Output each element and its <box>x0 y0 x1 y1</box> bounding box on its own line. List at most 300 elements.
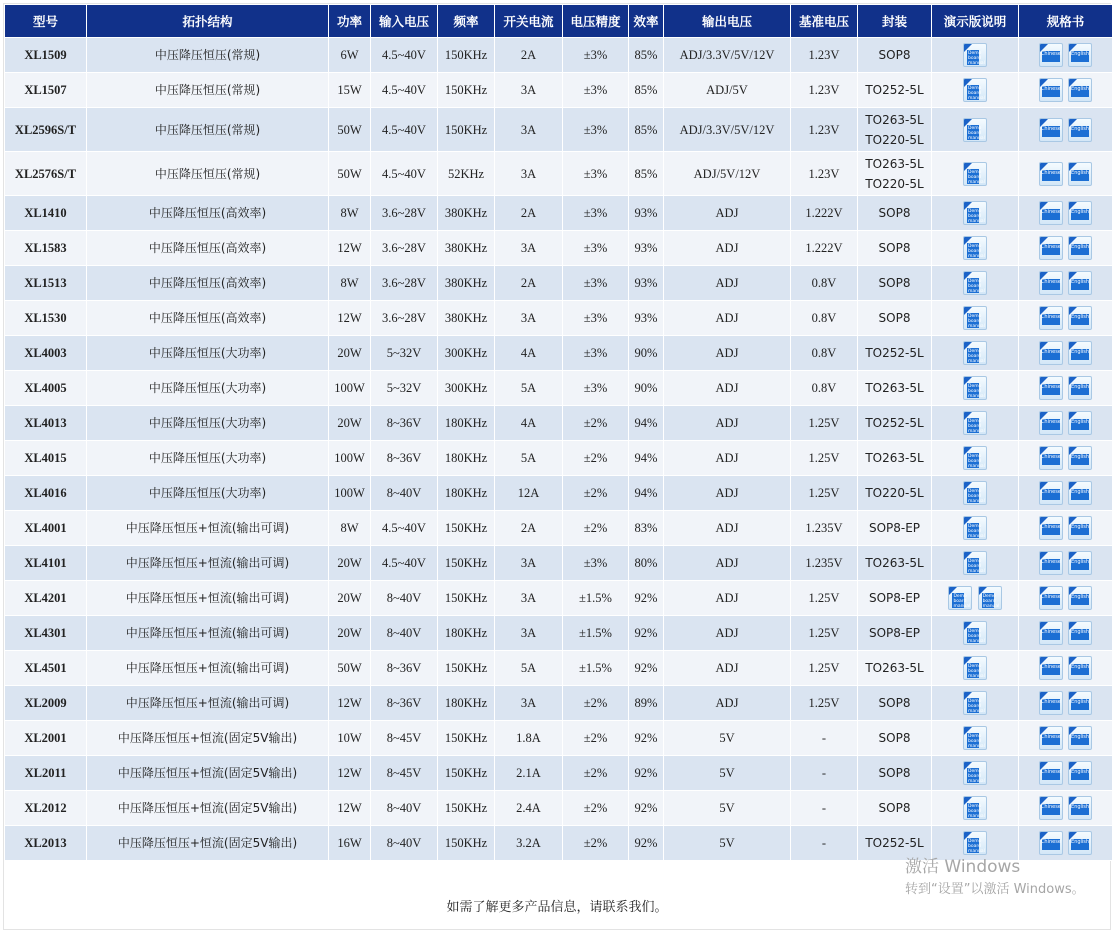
icon-label-text: Demo board manual <box>968 769 985 784</box>
cell-demo-board <box>932 581 1019 616</box>
cell-topology: 中压降压恒压(高效率) <box>87 196 329 231</box>
icon-label-text: Demo board manual <box>968 629 985 644</box>
table-row <box>5 791 1112 826</box>
icon-label-text: English <box>1071 524 1090 530</box>
cell-datasheet <box>1019 73 1112 108</box>
cell-input-voltage: 8~40V <box>371 581 438 616</box>
icon-label-text: Chinese <box>1040 559 1061 565</box>
cell-package <box>858 406 932 441</box>
table-row <box>5 38 1112 73</box>
icon-label-text: Chinese <box>1040 169 1061 176</box>
datasheet-chinese-icon[interactable] <box>1039 831 1063 855</box>
datasheet-english-icon[interactable] <box>1068 271 1092 295</box>
cell-voltage-accuracy: ±3% <box>563 73 629 108</box>
icon-label-text: Demo board manual <box>968 279 985 294</box>
icon-label-text: English <box>1071 839 1090 845</box>
cell-efficiency: 92% <box>629 651 664 686</box>
cell-frequency: 150KHz <box>438 721 495 756</box>
cell-datasheet <box>1019 686 1112 721</box>
datasheet-english-icon[interactable] <box>1068 586 1092 610</box>
icon-label-text: Demo board manual <box>968 125 985 141</box>
datasheet-english-icon[interactable] <box>1068 656 1092 680</box>
demo-board-manual-icon[interactable] <box>963 516 987 540</box>
cell-reference-voltage: 1.222V <box>791 231 858 266</box>
cell-efficiency: 90% <box>629 371 664 406</box>
cell-reference-voltage: 0.8V <box>791 266 858 301</box>
datasheet-chinese-icon[interactable] <box>1039 796 1063 820</box>
cell-package <box>858 791 932 826</box>
cell-model: XL1507 <box>5 73 87 108</box>
datasheet-chinese-icon[interactable] <box>1039 446 1063 470</box>
table-row <box>5 546 1112 581</box>
demo-board-manual-icon[interactable] <box>963 691 987 715</box>
datasheet-chinese-icon[interactable] <box>1039 586 1063 610</box>
cell-switch-current: 2A <box>495 196 563 231</box>
demo-board-manual-icon[interactable] <box>963 551 987 575</box>
datasheet-chinese-icon[interactable] <box>1039 118 1063 142</box>
cell-power: 20W <box>329 616 371 651</box>
icon-label-text: Chinese <box>1040 125 1061 132</box>
product-table <box>4 4 1112 861</box>
cell-package <box>858 581 932 616</box>
cell-switch-current: 4A <box>495 336 563 371</box>
demo-board-manual-icon[interactable] <box>963 446 987 470</box>
cell-efficiency: 89% <box>629 686 664 721</box>
datasheet-english-icon[interactable] <box>1068 621 1092 645</box>
table-row <box>5 721 1112 756</box>
datasheet-chinese-icon[interactable] <box>1039 551 1063 575</box>
datasheet-english-icon[interactable] <box>1068 376 1092 400</box>
cell-datasheet <box>1019 476 1112 511</box>
datasheet-chinese-icon[interactable] <box>1039 162 1063 186</box>
package-primary: TO220-5L <box>865 486 924 500</box>
cell-power: 8W <box>329 266 371 301</box>
icon-label-text: English <box>1071 86 1090 92</box>
cell-model: XL1583 <box>5 231 87 266</box>
icon-label-text: Chinese <box>1040 86 1061 92</box>
cell-output-voltage: ADJ <box>664 371 791 406</box>
cell-input-voltage: 4.5~40V <box>371 108 438 152</box>
datasheet-english-icon[interactable] <box>1068 78 1092 102</box>
cell-switch-current: 3A <box>495 686 563 721</box>
datasheet-chinese-icon[interactable] <box>1039 516 1063 540</box>
cell-topology: 中压降压恒压(常规) <box>87 73 329 108</box>
cell-output-voltage: ADJ <box>664 686 791 721</box>
datasheet-chinese-icon[interactable] <box>1039 306 1063 330</box>
datasheet-english-icon[interactable] <box>1068 481 1092 505</box>
datasheet-chinese-icon[interactable] <box>1039 236 1063 260</box>
demo-board-manual-icon[interactable] <box>963 78 987 102</box>
cell-switch-current: 2A <box>495 266 563 301</box>
cell-power: 20W <box>329 581 371 616</box>
cell-demo-board <box>932 336 1019 371</box>
cell-demo-board <box>932 546 1019 581</box>
cell-efficiency: 92% <box>629 581 664 616</box>
datasheet-english-icon[interactable] <box>1068 796 1092 820</box>
icon-label-text: Demo board manual <box>968 86 985 101</box>
cell-reference-voltage: 0.8V <box>791 371 858 406</box>
package-primary: SOP8 <box>878 801 911 815</box>
cell-topology: 中压降压恒压(高效率) <box>87 231 329 266</box>
cell-efficiency: 80% <box>629 546 664 581</box>
cell-voltage-accuracy: ±2% <box>563 721 629 756</box>
cell-frequency: 380KHz <box>438 266 495 301</box>
icon-label-text: English <box>1071 419 1090 425</box>
icon-label-text: Chinese <box>1040 734 1061 740</box>
cell-reference-voltage: 1.25V <box>791 476 858 511</box>
cell-demo-board <box>932 476 1019 511</box>
icon-label-text: English <box>1071 169 1090 176</box>
col-header-package: 封装 <box>858 5 932 38</box>
datasheet-english-icon[interactable] <box>1068 761 1092 785</box>
demo-board-manual-icon[interactable] <box>963 341 987 365</box>
datasheet-chinese-icon[interactable] <box>1039 481 1063 505</box>
package-secondary: TO220-5L <box>865 176 924 191</box>
package-secondary: TO220-5L <box>865 132 924 147</box>
cell-efficiency: 94% <box>629 441 664 476</box>
cell-model: XL2576S/T <box>5 152 87 196</box>
cell-datasheet <box>1019 406 1112 441</box>
cell-reference-voltage: 1.23V <box>791 152 858 196</box>
icon-label-text: Chinese <box>1040 664 1061 670</box>
cell-frequency: 380KHz <box>438 231 495 266</box>
table-row <box>5 441 1112 476</box>
datasheet-chinese-icon[interactable] <box>1039 726 1063 750</box>
cell-datasheet <box>1019 441 1112 476</box>
demo-board-manual-icon[interactable] <box>963 656 987 680</box>
cell-input-voltage: 8~36V <box>371 686 438 721</box>
cell-model: XL2596S/T <box>5 108 87 152</box>
package-primary: SOP8-EP <box>868 626 921 640</box>
col-header-output-voltage: 输出电压 <box>664 5 791 38</box>
icon-label-text: Demo board manual <box>968 384 985 399</box>
cell-voltage-accuracy: ±2% <box>563 791 629 826</box>
table-row <box>5 511 1112 546</box>
cell-input-voltage: 8~36V <box>371 441 438 476</box>
cell-package <box>858 231 932 266</box>
cell-frequency: 300KHz <box>438 371 495 406</box>
cell-reference-voltage: 1.25V <box>791 686 858 721</box>
cell-input-voltage: 5~32V <box>371 371 438 406</box>
cell-switch-current: 2A <box>495 38 563 73</box>
cell-frequency: 150KHz <box>438 108 495 152</box>
cell-datasheet <box>1019 721 1112 756</box>
package-primary: SOP8-EP <box>868 521 921 535</box>
demo-board-manual-icon[interactable] <box>963 621 987 645</box>
cell-model: XL4015 <box>5 441 87 476</box>
cell-voltage-accuracy: ±3% <box>563 152 629 196</box>
demo-board-manual-icon[interactable] <box>963 376 987 400</box>
demo-board-manual-icon[interactable] <box>948 586 972 610</box>
datasheet-english-icon[interactable] <box>1068 691 1092 715</box>
cell-topology: 中压降压恒压(常规) <box>87 108 329 152</box>
table-row <box>5 152 1112 196</box>
datasheet-english-icon[interactable] <box>1068 551 1092 575</box>
cell-input-voltage: 3.6~28V <box>371 231 438 266</box>
demo-board-manual-icon[interactable] <box>963 761 987 785</box>
cell-efficiency: 94% <box>629 476 664 511</box>
cell-voltage-accuracy: ±3% <box>563 301 629 336</box>
cell-reference-voltage: 1.25V <box>791 651 858 686</box>
cell-output-voltage: ADJ <box>664 546 791 581</box>
cell-package <box>858 721 932 756</box>
cell-frequency: 150KHz <box>438 651 495 686</box>
cell-input-voltage: 4.5~40V <box>371 38 438 73</box>
icon-label-text: Chinese <box>1040 244 1061 250</box>
cell-demo-board <box>932 371 1019 406</box>
cell-topology: 中压降压恒压(常规) <box>87 38 329 73</box>
demo-board-manual-icon[interactable] <box>963 201 987 225</box>
datasheet-chinese-icon[interactable] <box>1039 691 1063 715</box>
cell-switch-current: 2.4A <box>495 791 563 826</box>
cell-model: XL4501 <box>5 651 87 686</box>
cell-model: XL4001 <box>5 511 87 546</box>
cell-package <box>858 511 932 546</box>
cell-package <box>858 371 932 406</box>
cell-output-voltage: ADJ <box>664 581 791 616</box>
cell-model: XL2013 <box>5 826 87 861</box>
cell-voltage-accuracy: ±3% <box>563 231 629 266</box>
datasheet-chinese-icon[interactable] <box>1039 411 1063 435</box>
cell-input-voltage: 3.6~28V <box>371 196 438 231</box>
cell-datasheet <box>1019 791 1112 826</box>
cell-topology: 中压降压恒压(大功率) <box>87 371 329 406</box>
cell-switch-current: 3A <box>495 108 563 152</box>
icon-label-text: Chinese <box>1040 419 1061 425</box>
datasheet-english-icon[interactable] <box>1068 446 1092 470</box>
datasheet-english-icon[interactable] <box>1068 201 1092 225</box>
cell-datasheet <box>1019 651 1112 686</box>
cell-package <box>858 616 932 651</box>
cell-input-voltage: 8~36V <box>371 406 438 441</box>
demo-board-manual-icon[interactable] <box>963 118 987 142</box>
datasheet-english-icon[interactable] <box>1068 306 1092 330</box>
cell-topology: 中压降压恒压(大功率) <box>87 336 329 371</box>
datasheet-chinese-icon[interactable] <box>1039 78 1063 102</box>
datasheet-chinese-icon[interactable] <box>1039 43 1063 67</box>
windows-activation-hint: 转到“设置”以激活 Windows。 <box>905 882 1085 897</box>
datasheet-english-icon[interactable] <box>1068 516 1092 540</box>
table-row <box>5 686 1112 721</box>
cell-voltage-accuracy: ±3% <box>563 108 629 152</box>
cell-datasheet <box>1019 546 1112 581</box>
cell-output-voltage: ADJ <box>664 266 791 301</box>
icon-label-text: Chinese <box>1040 314 1061 320</box>
cell-output-voltage: ADJ/5V <box>664 73 791 108</box>
cell-reference-voltage: 1.25V <box>791 616 858 651</box>
package-primary: SOP8 <box>878 731 911 745</box>
icon-label-text: English <box>1071 769 1090 775</box>
icon-label-text: English <box>1071 244 1090 250</box>
cell-output-voltage: 5V <box>664 826 791 861</box>
datasheet-chinese-icon[interactable] <box>1039 201 1063 225</box>
cell-package <box>858 73 932 108</box>
cell-voltage-accuracy: ±3% <box>563 546 629 581</box>
cell-datasheet <box>1019 336 1112 371</box>
cell-efficiency: 93% <box>629 266 664 301</box>
cell-voltage-accuracy: ±2% <box>563 686 629 721</box>
icon-label-text: Chinese <box>1040 839 1061 845</box>
cell-datasheet <box>1019 756 1112 791</box>
cell-output-voltage: ADJ/3.3V/5V/12V <box>664 108 791 152</box>
demo-board-manual-icon[interactable] <box>963 236 987 260</box>
cell-switch-current: 5A <box>495 441 563 476</box>
cell-topology: 中压降压恒压(常规) <box>87 152 329 196</box>
datasheet-english-icon[interactable] <box>1068 43 1092 67</box>
cell-power: 6W <box>329 38 371 73</box>
datasheet-english-icon[interactable] <box>1068 411 1092 435</box>
cell-reference-voltage: 0.8V <box>791 336 858 371</box>
cell-frequency: 380KHz <box>438 301 495 336</box>
cell-model: XL4005 <box>5 371 87 406</box>
package-primary: TO263-5L <box>865 156 924 171</box>
demo-board-manual-icon[interactable] <box>963 306 987 330</box>
cell-reference-voltage: - <box>791 826 858 861</box>
cell-efficiency: 94% <box>629 406 664 441</box>
col-header-topology: 拓扑结构 <box>87 5 329 38</box>
cell-topology: 中压降压恒压+恒流(输出可调) <box>87 511 329 546</box>
cell-power: 15W <box>329 73 371 108</box>
cell-datasheet <box>1019 826 1112 861</box>
cell-input-voltage: 3.6~28V <box>371 301 438 336</box>
cell-package <box>858 266 932 301</box>
cell-switch-current: 2A <box>495 511 563 546</box>
cell-datasheet <box>1019 616 1112 651</box>
cell-datasheet <box>1019 371 1112 406</box>
datasheet-chinese-icon[interactable] <box>1039 376 1063 400</box>
datasheet-chinese-icon[interactable] <box>1039 761 1063 785</box>
demo-board-manual-icon[interactable] <box>963 411 987 435</box>
package-primary: SOP8 <box>878 241 911 255</box>
icon-label-text: Demo board manual <box>968 664 985 679</box>
cell-input-voltage: 4.5~40V <box>371 73 438 108</box>
cell-output-voltage: ADJ <box>664 441 791 476</box>
cell-frequency: 180KHz <box>438 686 495 721</box>
col-header-voltage-accuracy: 电压精度 <box>563 5 629 38</box>
cell-efficiency: 85% <box>629 152 664 196</box>
cell-frequency: 150KHz <box>438 756 495 791</box>
cell-frequency: 380KHz <box>438 196 495 231</box>
cell-power: 50W <box>329 152 371 196</box>
icon-label-text: English <box>1071 699 1090 705</box>
datasheet-chinese-icon[interactable] <box>1039 271 1063 295</box>
cell-switch-current: 3A <box>495 546 563 581</box>
icon-label-text: Demo board manual <box>968 51 985 66</box>
icon-label-text: English <box>1071 314 1090 320</box>
cell-power: 50W <box>329 108 371 152</box>
datasheet-english-icon[interactable] <box>1068 118 1092 142</box>
cell-frequency: 300KHz <box>438 336 495 371</box>
icon-label-text: English <box>1071 51 1090 57</box>
cell-model: XL4016 <box>5 476 87 511</box>
cell-output-voltage: ADJ <box>664 336 791 371</box>
cell-voltage-accuracy: ±2% <box>563 476 629 511</box>
icon-label-text: Demo board manual <box>968 349 985 364</box>
demo-board-manual-icon[interactable] <box>963 271 987 295</box>
cell-switch-current: 3A <box>495 581 563 616</box>
icon-label-text: Demo board manual <box>968 734 985 749</box>
cell-demo-board <box>932 196 1019 231</box>
icon-label-text: English <box>1071 349 1090 355</box>
package-primary: TO252-5L <box>865 416 924 430</box>
product-table-panel <box>3 3 1111 930</box>
icon-label-text: Chinese <box>1040 769 1061 775</box>
cell-package <box>858 108 932 152</box>
icon-label-text: Demo board manual <box>968 699 985 714</box>
icon-label-text: English <box>1071 559 1090 565</box>
cell-switch-current: 5A <box>495 651 563 686</box>
icon-label-text: Chinese <box>1040 804 1061 810</box>
icon-label-text: Chinese <box>1040 699 1061 705</box>
datasheet-chinese-icon[interactable] <box>1039 621 1063 645</box>
demo-board-manual-icon[interactable] <box>963 796 987 820</box>
datasheet-english-icon[interactable] <box>1068 831 1092 855</box>
datasheet-english-icon[interactable] <box>1068 162 1092 186</box>
cell-efficiency: 92% <box>629 791 664 826</box>
cell-package <box>858 336 932 371</box>
cell-efficiency: 93% <box>629 196 664 231</box>
datasheet-english-icon[interactable] <box>1068 726 1092 750</box>
cell-efficiency: 85% <box>629 73 664 108</box>
cell-topology: 中压降压恒压+恒流(输出可调) <box>87 546 329 581</box>
demo-board-manual-icon[interactable] <box>963 162 987 186</box>
col-header-reference-voltage: 基准电压 <box>791 5 858 38</box>
cell-voltage-accuracy: ±1.5% <box>563 651 629 686</box>
icon-label-text: English <box>1071 664 1090 670</box>
datasheet-english-icon[interactable] <box>1068 236 1092 260</box>
cell-power: 8W <box>329 196 371 231</box>
package-primary: TO252-5L <box>865 346 924 360</box>
datasheet-chinese-icon[interactable] <box>1039 341 1063 365</box>
cell-demo-board <box>932 441 1019 476</box>
cell-demo-board <box>932 686 1019 721</box>
cell-power: 20W <box>329 406 371 441</box>
table-row <box>5 406 1112 441</box>
demo-board-manual-icon[interactable] <box>963 43 987 67</box>
demo-board-manual-icon[interactable] <box>963 481 987 505</box>
cell-topology: 中压降压恒压+恒流(固定5V输出) <box>87 721 329 756</box>
cell-datasheet <box>1019 231 1112 266</box>
icon-label-text: Demo board manual <box>968 314 985 329</box>
icon-label-text: Chinese <box>1040 524 1061 530</box>
cell-output-voltage: ADJ <box>664 651 791 686</box>
cell-reference-voltage: 1.25V <box>791 581 858 616</box>
cell-efficiency: 85% <box>629 38 664 73</box>
datasheet-chinese-icon[interactable] <box>1039 656 1063 680</box>
cell-power: 12W <box>329 231 371 266</box>
table-row <box>5 301 1112 336</box>
cell-frequency: 150KHz <box>438 581 495 616</box>
cell-switch-current: 12A <box>495 476 563 511</box>
cell-voltage-accuracy: ±3% <box>563 266 629 301</box>
icon-label-text: Chinese <box>1040 51 1061 57</box>
col-header-switch-current: 开关电流 <box>495 5 563 38</box>
table-row <box>5 581 1112 616</box>
demo-board-manual-icon[interactable] <box>963 726 987 750</box>
demo-board-manual-icon[interactable] <box>978 586 1002 610</box>
cell-voltage-accuracy: ±2% <box>563 826 629 861</box>
cell-frequency: 150KHz <box>438 826 495 861</box>
cell-output-voltage: ADJ <box>664 196 791 231</box>
cell-switch-current: 3A <box>495 152 563 196</box>
cell-topology: 中压降压恒压+恒流(固定5V输出) <box>87 756 329 791</box>
windows-activation-watermark: 激活 Windows <box>905 857 1021 877</box>
cell-switch-current: 3A <box>495 616 563 651</box>
icon-label-text: Demo board manual <box>982 594 1000 609</box>
cell-datasheet <box>1019 38 1112 73</box>
datasheet-english-icon[interactable] <box>1068 341 1092 365</box>
cell-package <box>858 476 932 511</box>
